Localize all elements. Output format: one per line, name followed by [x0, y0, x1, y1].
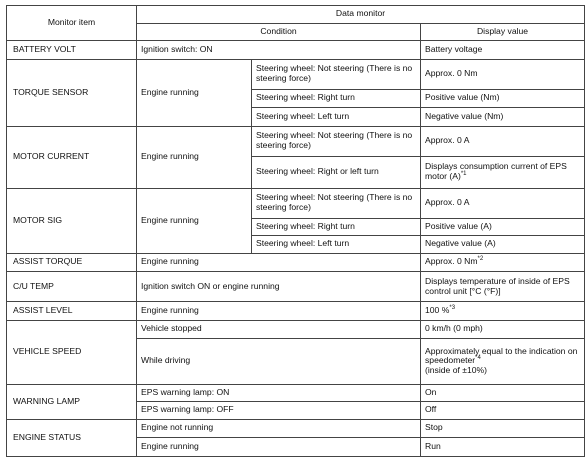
- monitor-item-motor-current: MOTOR CURRENT: [7, 126, 137, 188]
- monitor-item-battery-volt: BATTERY VOLT: [7, 41, 137, 60]
- monitor-item-torque-sensor: TORQUE SENSOR: [7, 59, 137, 126]
- sub-condition-cell: Steering wheel: Not steering (There is no steering force): [252, 188, 421, 218]
- table-row: [7, 188, 585, 218]
- condition-cell: EPS warning lamp: ON: [137, 384, 421, 402]
- condition-cell: Engine running: [137, 302, 421, 321]
- table-row: [7, 272, 585, 302]
- monitor-item-warning-lamp: WARNING LAMP: [7, 384, 137, 419]
- sub-condition-cell: Steering wheel: Right turn: [252, 218, 421, 236]
- condition-cell: Engine not running: [137, 419, 421, 438]
- display-value-cell: Approx. 0 Nm: [421, 59, 585, 89]
- monitor-item-cu-temp: C/U TEMP: [7, 272, 137, 302]
- display-value-cell: [421, 156, 585, 188]
- table-row: [7, 320, 585, 339]
- table-row: [7, 126, 585, 156]
- sub-condition-cell: Steering wheel: Right or left turn: [252, 156, 421, 188]
- footnote-ref: *3: [449, 304, 456, 311]
- display-value-cell: Positive value (Nm): [421, 89, 585, 108]
- footnote-ref: *1: [460, 171, 467, 178]
- value-text: 100 %: [425, 304, 450, 315]
- table-row: [7, 59, 585, 89]
- header-row: [7, 6, 585, 24]
- sub-condition-cell: Steering wheel: Not steering (There is no steering force): [252, 126, 421, 156]
- header-condition: Condition: [137, 23, 421, 41]
- table-row: [7, 302, 585, 321]
- header-display-value: Display value: [421, 23, 585, 41]
- value-text: Approximately equal to the indication on speedometer: [425, 345, 578, 366]
- footnote-ref: *2: [477, 256, 484, 263]
- display-value-cell: [421, 339, 585, 384]
- display-value-cell: [421, 302, 585, 321]
- condition-cell: Ignition switch: ON: [137, 41, 421, 60]
- value-tolerance: (inside of ±10%): [425, 365, 488, 376]
- sub-condition-cell: Steering wheel: Left turn: [252, 108, 421, 127]
- monitor-item-motor-sig: MOTOR SIG: [7, 188, 137, 253]
- condition-cell: Engine running: [137, 253, 421, 272]
- monitor-item-assist-level: ASSIST LEVEL: [7, 302, 137, 321]
- display-value-cell: Approx. 0 A: [421, 188, 585, 218]
- header-monitor-item: Monitor item: [7, 6, 137, 41]
- header-data-monitor: Data monitor: [137, 6, 585, 24]
- value-text: Displays consumption current of EPS motor (A): [425, 161, 567, 182]
- display-value-cell: Positive value (A): [421, 218, 585, 236]
- condition-cell: Engine running: [137, 188, 252, 253]
- footnote-ref: *4: [475, 355, 481, 362]
- condition-cell: Engine running: [137, 59, 252, 126]
- condition-cell: Engine running: [137, 126, 252, 188]
- display-value-cell: Displays temperature of inside of EPS control unit [°C (°F)]: [421, 272, 585, 302]
- sub-condition-cell: Steering wheel: Right turn: [252, 89, 421, 108]
- condition-cell: Engine running: [137, 438, 421, 457]
- table-row: [7, 419, 585, 438]
- value-text: Approx. 0 Nm: [425, 256, 478, 267]
- sub-condition-cell: Steering wheel: Left turn: [252, 236, 421, 254]
- display-value-cell: [421, 253, 585, 272]
- table-row: [7, 384, 585, 402]
- display-value-cell: Stop: [421, 419, 585, 438]
- table-row: [7, 41, 585, 60]
- condition-cell: Ignition switch ON or engine running: [137, 272, 421, 302]
- display-value-cell: Negative value (A): [421, 236, 585, 254]
- condition-cell: Vehicle stopped: [137, 320, 421, 339]
- display-value-cell: Negative value (Nm): [421, 108, 585, 127]
- display-value-cell: Battery voltage: [421, 41, 585, 60]
- display-value-cell: On: [421, 384, 585, 402]
- data-monitor-table: [6, 5, 585, 457]
- display-value-cell: Run: [421, 438, 585, 457]
- monitor-item-vehicle-speed: VEHICLE SPEED: [7, 320, 137, 384]
- sub-condition-cell: Steering wheel: Not steering (There is no steering force): [252, 59, 421, 89]
- display-value-cell: 0 km/h (0 mph): [421, 320, 585, 339]
- monitor-item-engine-status: ENGINE STATUS: [7, 419, 137, 456]
- monitor-item-assist-torque: ASSIST TORQUE: [7, 253, 137, 272]
- condition-cell: While driving: [137, 339, 421, 384]
- display-value-cell: Off: [421, 402, 585, 420]
- table-row: [7, 253, 585, 272]
- condition-cell: EPS warning lamp: OFF: [137, 402, 421, 420]
- display-value-cell: Approx. 0 A: [421, 126, 585, 156]
